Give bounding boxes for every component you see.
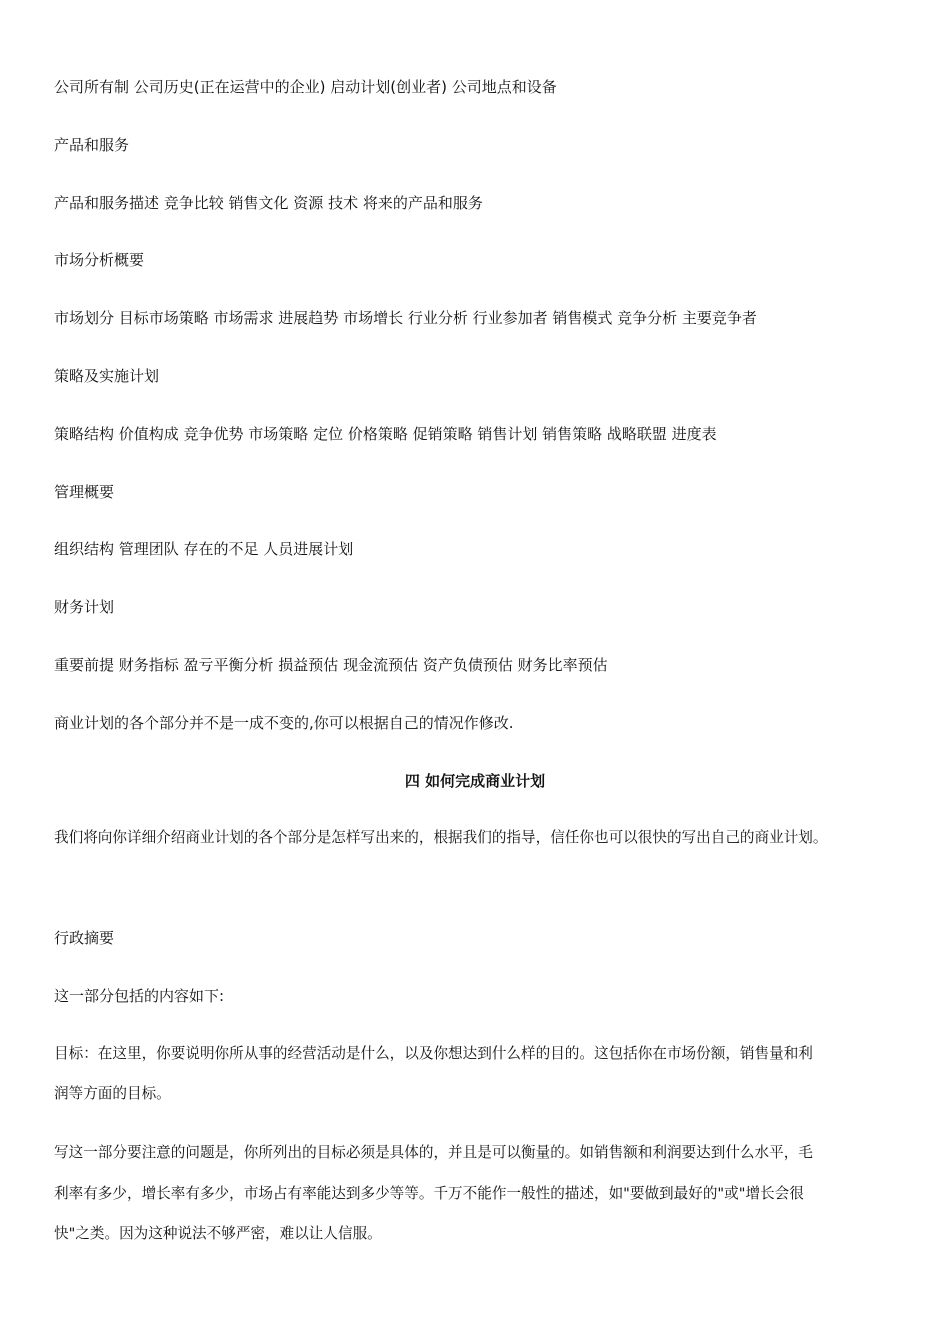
modification-note: 商业计划的各个部分并不是一成不变的,你可以根据自己的情况作修改. [54,714,514,732]
summary-heading: 行政摘要 [54,929,115,947]
management-heading: 管理概要 [54,483,115,501]
summary-intro: 这一部分包括的内容如下: [54,987,225,1005]
management-items: 组织结构 管理团队 存在的不足 人员进展计划 [54,540,354,558]
strategy-heading: 策略及实施计划 [54,367,160,385]
products-heading: 产品和服务 [54,136,130,154]
market-items: 市场划分 目标市场策略 市场需求 进展趋势 市场增长 行业分析 行业参加者 销售模式 竞争分析 主要竞争者 [54,309,757,327]
strategy-items: 策略结构 价值构成 竞争优势 市场策略 定位 价格策略 促销策略 销售计划 销售策略 战略联盟 进度表 [54,425,717,443]
finance-heading: 财务计划 [54,598,115,616]
note-line: 写这一部分要注意的问题是，你所列出的目标必须是具体的，并且是可以衡量的。如销售额和利润要达到什么水平，毛 [54,1144,813,1161]
finance-items: 重要前提 财务指标 盈亏平衡分析 损益预估 现金流预估 资产负债预估 财务比率预估 [54,656,608,674]
section-intro: 我们将向你详细介绍商业计划的各个部分是怎样写出来的，根据我们的指导，信任你也可以很快的写出自己的商业计划。 [54,829,828,846]
company-items: 公司所有制 公司历史(正在运营中的企业) 启动计划(创业者) 公司地点和设备 [54,78,557,96]
note-line: 利率有多少，增长率有多少，市场占有率能达到多少等等。千万不能作一般性的描述，如"要做到最好的"或"增长会很 [54,1185,804,1202]
section-title: 四 如何完成商业计划 [404,772,546,790]
goal-line: 润等方面的目标。 [54,1085,171,1102]
products-items: 产品和服务描述 竞争比较 销售文化 资源 技术 将来的产品和服务 [54,194,483,212]
market-heading: 市场分析概要 [54,251,145,269]
goal-line: 目标：在这里，你要说明你所从事的经营活动是什么，以及你想达到什么样的目的。这包括你在市场份额，销售量和利 [54,1045,813,1062]
note-line: 快"之类。因为这种说法不够严密，难以让人信服。 [54,1225,382,1242]
